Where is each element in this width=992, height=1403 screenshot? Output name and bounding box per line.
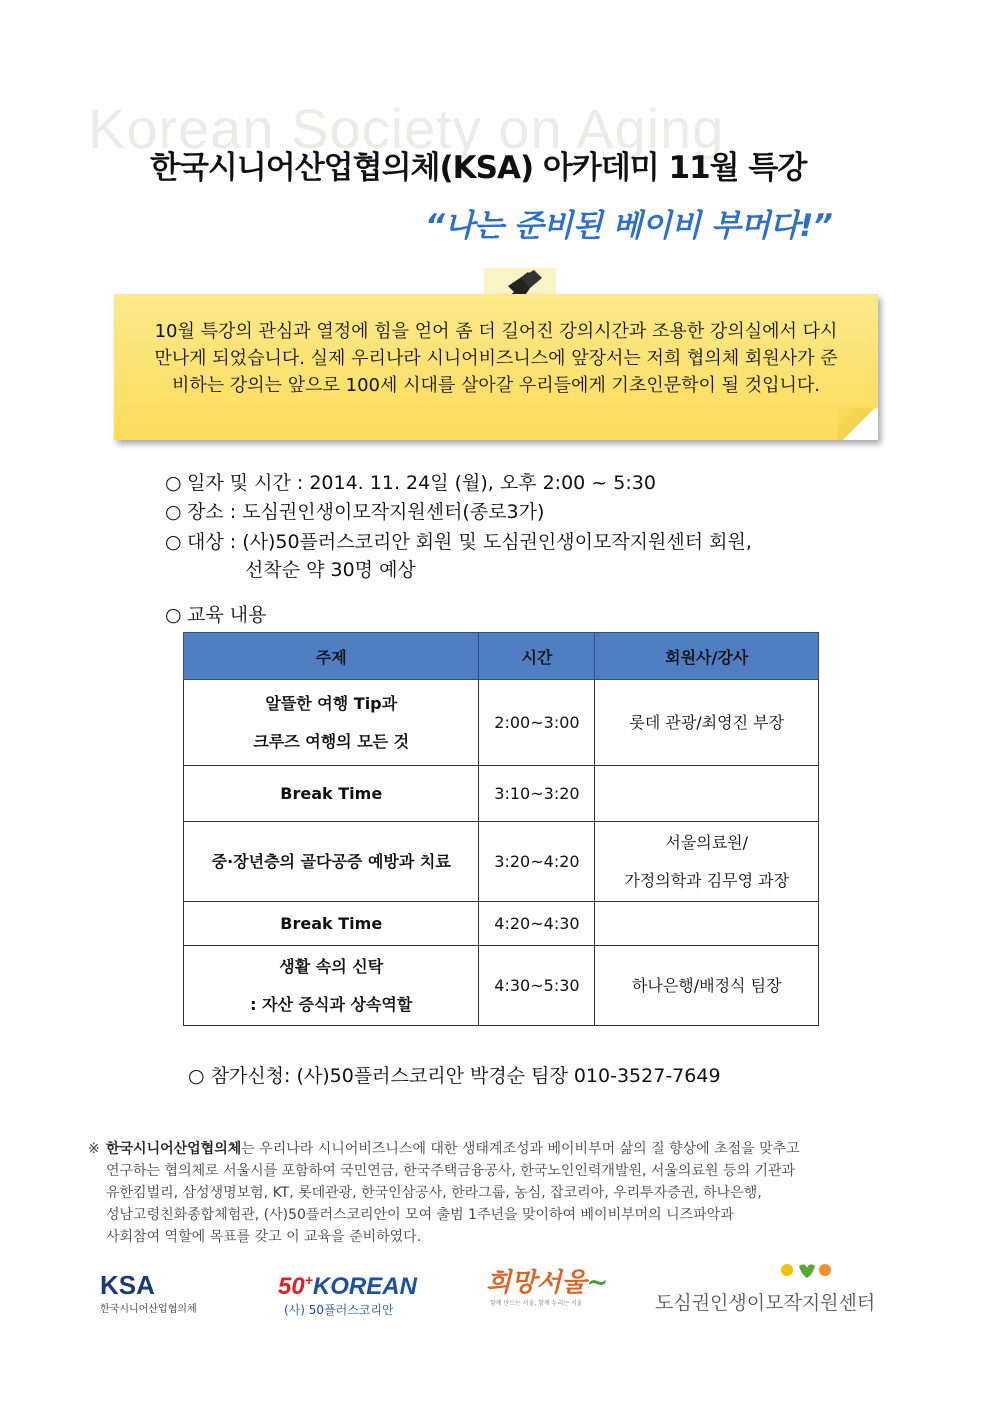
topic-line: 알뜰한 여행 Tip과 bbox=[265, 693, 398, 713]
time-cell: 4:30~5:30 bbox=[479, 946, 595, 1026]
swoosh-icon: ~ bbox=[586, 1268, 609, 1298]
note-line: 만나게 되었습니다. 실제 우리나라 시니어비즈니스에 앞장서는 저희 협의체 회원사가 준 bbox=[154, 348, 838, 369]
note-line: 10월 특강의 관심과 열정에 힘을 얻어 좀 더 길어진 강의시간과 조용한 강의실에서 다시 bbox=[154, 321, 838, 342]
bullet-icon: ○ bbox=[165, 604, 182, 626]
korean50-text: KOREAN bbox=[312, 1273, 417, 1300]
page-title: 한국시니어산업협의체(KSA) 아카데미 11월 특강 bbox=[150, 150, 807, 186]
korean50-name: (사) 50플러스코리안 bbox=[284, 1303, 394, 1317]
bullet-icon: ○ bbox=[165, 501, 182, 523]
page-curl bbox=[838, 408, 878, 440]
table-row bbox=[184, 822, 819, 902]
info-target-cont: 선착순 약 30명 예상 bbox=[245, 559, 416, 581]
speaker-line: 서울의료원/ bbox=[665, 832, 749, 852]
column-header-speaker: 회원사/강사 bbox=[595, 633, 819, 680]
plus-icon: + bbox=[304, 1272, 313, 1288]
note-line: 비하는 강의는 앞으로 100세 시대를 살아갈 우리들에게 기초인문학이 될 것입니다. bbox=[172, 375, 820, 396]
flower-icon bbox=[655, 1262, 855, 1282]
schedule-table bbox=[183, 632, 819, 1026]
time-cell: 4:20~4:30 bbox=[479, 902, 595, 946]
topic-cell: Break Time bbox=[184, 902, 479, 946]
info-target bbox=[165, 527, 752, 554]
table-row bbox=[184, 946, 819, 1026]
registration-info: ○ 참가신청: (사)50플러스코리안 박경순 팀장 010-3527-7649 bbox=[188, 1065, 721, 1087]
topic-line: 크루즈 여행의 모든 것 bbox=[253, 731, 410, 751]
date-text: 일자 및 시간 : 2014. 11. 24일 (월), 오후 2:00 ~ 5:30 bbox=[187, 472, 656, 494]
topic-cell: 중·장년층의 골다공증 예방과 치료 bbox=[184, 822, 479, 902]
footnote-line: 사회참여 역할에 목표를 갖고 이 교육을 준비하였다. bbox=[106, 1229, 422, 1245]
center-name: 도심권인생이모작지원센터 bbox=[655, 1292, 876, 1314]
table-header-row bbox=[184, 633, 819, 680]
seoul-logo bbox=[486, 1268, 608, 1307]
bullet-icon: ○ bbox=[165, 472, 182, 494]
table-row bbox=[184, 766, 819, 822]
highlight-note bbox=[114, 294, 878, 440]
reference-mark: ※ bbox=[88, 1141, 100, 1157]
korean50-number: 50 bbox=[278, 1273, 305, 1300]
bullet-icon: ○ bbox=[165, 531, 182, 553]
info-date bbox=[165, 468, 656, 495]
speaker-cell bbox=[595, 822, 819, 902]
page-subtitle: “나는 준비된 베이비 부머다!” bbox=[425, 208, 833, 244]
ksa-logo bbox=[100, 1272, 197, 1315]
footnote-line: 는 우리나라 시니어비즈니스에 대한 생태계조성과 베이비부머 삶의 질 향상에 초점을 맞추고 bbox=[241, 1141, 800, 1157]
topic-line: 생활 속의 신탁 bbox=[279, 956, 384, 976]
time-cell: 2:00~3:00 bbox=[479, 680, 595, 766]
ksa-name: 한국시니어산업협의체 bbox=[100, 1304, 197, 1315]
time-cell: 3:10~3:20 bbox=[479, 766, 595, 822]
table-row bbox=[184, 902, 819, 946]
footnote bbox=[88, 1138, 888, 1248]
watermark-text: Korean Society on Aging bbox=[88, 97, 725, 160]
topic-cell bbox=[184, 680, 479, 766]
speaker-cell: 롯데 관광/최영진 부장 bbox=[595, 680, 819, 766]
speaker-line: 가정의학과 김무영 과장 bbox=[624, 870, 790, 890]
footnote-line: 성남고령친화종합체험관, (사)50플러스코리안이 모여 출범 1주년을 맞이하여 베이비부머의 니즈파악과 bbox=[106, 1207, 734, 1223]
speaker-cell: 하나은행/배정식 팀장 bbox=[595, 946, 819, 1026]
time-cell: 3:20~4:20 bbox=[479, 822, 595, 902]
speaker-cell bbox=[595, 902, 819, 946]
column-header-time: 시간 bbox=[479, 633, 595, 680]
place-text: 장소 : 도심권인생이모작지원센터(종로3가) bbox=[187, 501, 545, 523]
info-content bbox=[165, 600, 266, 627]
target-text: 대상 : (사)50플러스코리안 회원 및 도심권인생이모작지원센터 회원, bbox=[187, 531, 752, 553]
topic-cell: Break Time bbox=[184, 766, 479, 822]
content-heading: 교육 내용 bbox=[187, 604, 267, 626]
ksa-mark: KSA bbox=[100, 1270, 155, 1300]
info-place bbox=[165, 497, 544, 524]
note-text bbox=[120, 318, 872, 399]
footnote-line: 유한킴벌리, 삼성생명보험, KT, 롯데관광, 한국인삼공사, 한라그룹, 농심, 잡코리아, 우리투자증권, 하나은행, bbox=[106, 1185, 762, 1201]
seoul-tagline: 함께 만드는 서울, 함께 누리는 서울 bbox=[490, 1300, 583, 1307]
topic-line: : 자산 증식과 상속역할 bbox=[250, 994, 413, 1014]
topic-cell bbox=[184, 946, 479, 1026]
column-header-topic: 주제 bbox=[184, 633, 479, 680]
center-logo bbox=[655, 1262, 875, 1315]
footnote-line: 연구하는 협의체로 서울시를 포함하여 국민연금, 한국주택금융공사, 한국노인인력개발원, 서울의료원 등의 기관과 bbox=[106, 1163, 796, 1179]
korean50-logo bbox=[278, 1266, 417, 1318]
seoul-mark: 희망서울 bbox=[486, 1268, 587, 1298]
org-name: 한국시니어산업협의체 bbox=[106, 1141, 242, 1157]
speaker-cell bbox=[595, 766, 819, 822]
table-row bbox=[184, 680, 819, 766]
